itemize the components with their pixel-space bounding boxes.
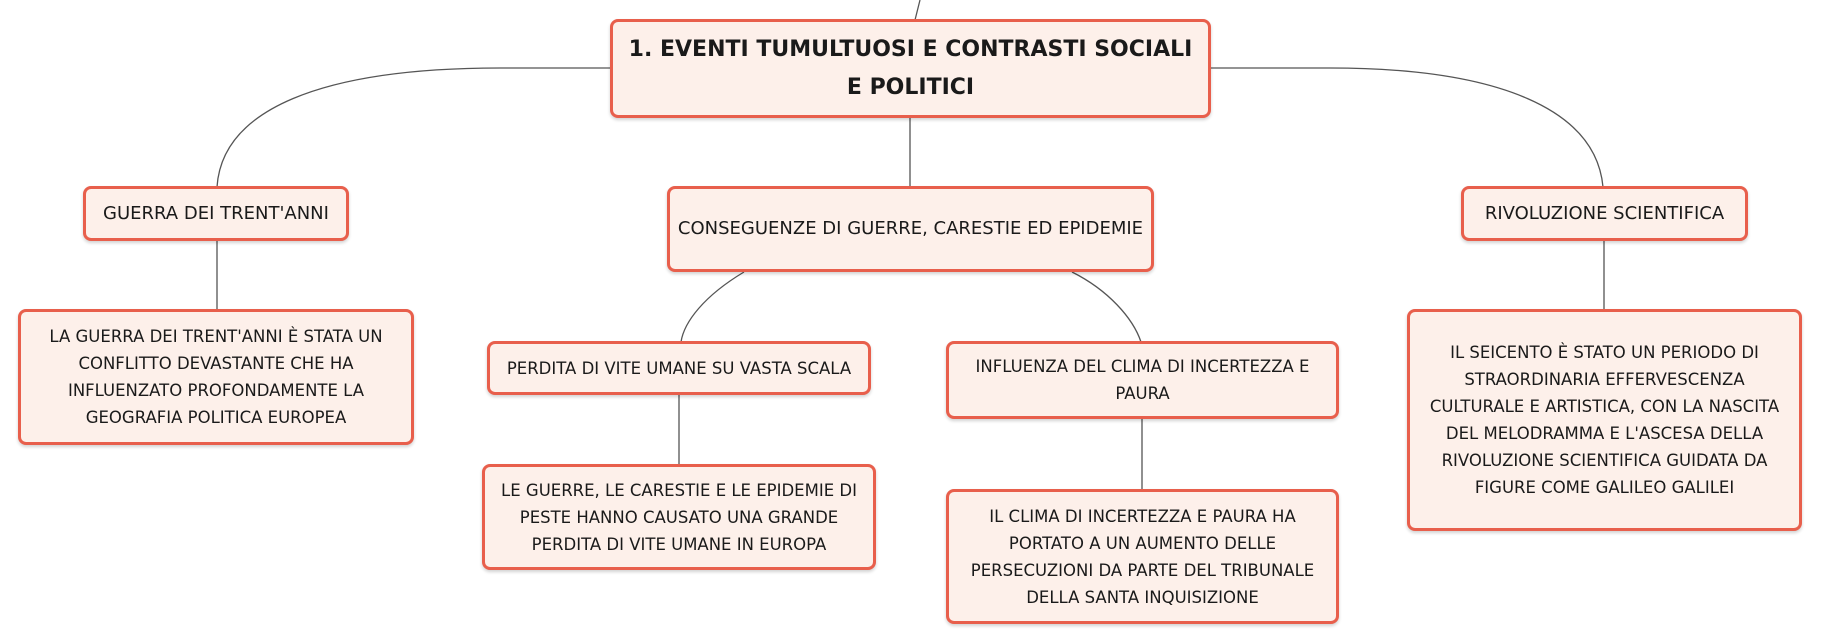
detail-influenza-clima[interactable] xyxy=(946,489,1339,624)
detail-perdita-text: LE GUERRE, LE CARESTIE E LE EPIDEMIE DI PESTE HANNO CAUSATO UNA GRANDE PERDITA DI VITE UMANE IN EUROPA xyxy=(501,480,857,554)
detail-guerra-text: LA GUERRA DEI TRENT'ANNI È STATA UN CONFLITTO DEVASTANTE CHE HA INFLUENZATO PROFONDAMENTE LA GEOGRAFIA POLITICA EUROPEA xyxy=(49,327,383,427)
detail-guerra[interactable] xyxy=(18,309,414,445)
subtopic-perdita-vite[interactable] xyxy=(487,341,871,395)
detail-rivoluzione-text: IL SEICENTO È STATO UN PERIODO DI STRAORDINARIA EFFERVESCENZA CULTURALE E ARTISTICA, CON LA NASCITA DEL MELODRAMMA E L'ASCESA DELLA RIVOLUZIONE SCIENTIFICA GUIDATA DA FIGURE COME GALILEO GALILEI xyxy=(1429,343,1780,497)
topic-rivoluzione-scientifica[interactable] xyxy=(1461,186,1748,241)
topic-conseguenze-label: CONSEGUENZE DI GUERRE, CARESTIE ED EPIDEMIE xyxy=(677,218,1144,239)
topic-guerra-label: GUERRA DEI TRENT'ANNI xyxy=(103,202,329,224)
topic-conseguenze[interactable] xyxy=(667,186,1154,272)
subtopic-influenza-label: INFLUENZA DEL CLIMA DI INCERTEZZA E PAURA xyxy=(975,357,1310,403)
detail-perdita-vite[interactable] xyxy=(482,464,876,570)
subtopic-perdita-label: PERDITA DI VITE UMANE SU VASTA SCALA xyxy=(506,358,852,378)
connector-root-guerra xyxy=(217,68,611,187)
detail-influenza-text: IL CLIMA DI INCERTEZZA E PAURA HA PORTATO A UN AUMENTO DELLE PERSECUZIONI DA PARTE DEL TRIBUNALE DELLA SANTA INQUISIZIONE xyxy=(970,506,1315,607)
connector-root-rivoluzione xyxy=(1211,68,1603,187)
detail-rivoluzione[interactable] xyxy=(1407,309,1802,531)
connector-conseguenze-perdita xyxy=(681,272,744,342)
subtopic-influenza-clima[interactable] xyxy=(946,341,1339,419)
topic-guerra-dei-trentanni[interactable] xyxy=(83,186,349,241)
root-topic-label: 1. EVENTI TUMULTUOSI E CONTRASTI SOCIALI E POLITICI xyxy=(628,36,1193,100)
connector-conseguenze-influenza xyxy=(1072,272,1141,342)
root-topic[interactable] xyxy=(610,19,1211,118)
connector-incoming xyxy=(915,0,920,20)
topic-rivoluzione-label: RIVOLUZIONE SCIENTIFICA xyxy=(1484,202,1725,224)
